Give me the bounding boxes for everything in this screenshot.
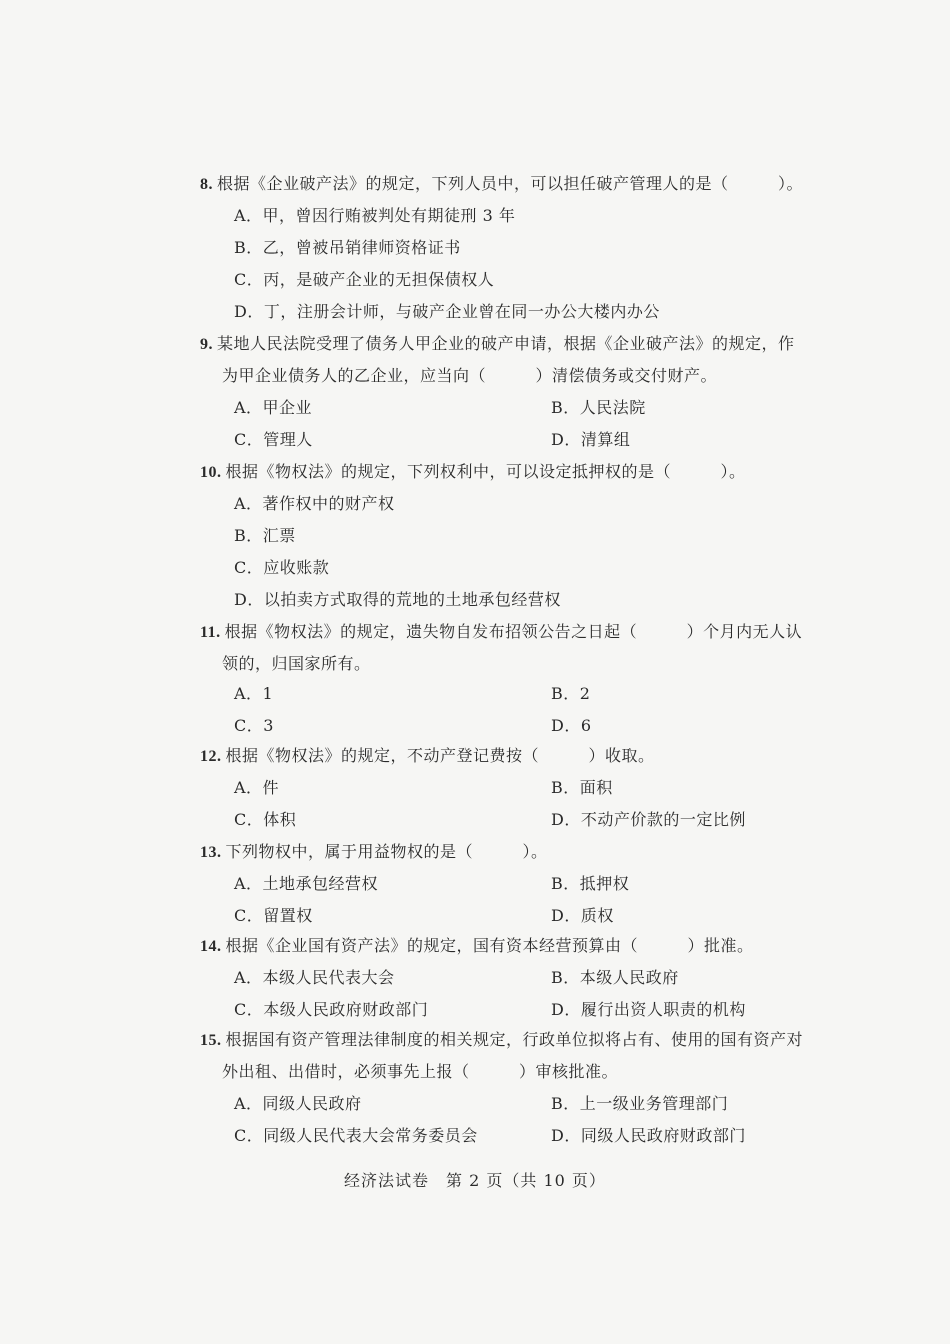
question-number: 12.	[200, 748, 222, 765]
option-b: B．汇票	[234, 526, 296, 545]
question-text-continuation: 外出租、出借时，必须事先上报（ ）审核批准。	[222, 1062, 619, 1081]
question-text-continuation: 为甲企业债务人的乙企业，应当向（ ）清偿债务或交付财产。	[222, 366, 718, 385]
question-13	[200, 842, 548, 863]
question-number: 10.	[200, 464, 222, 481]
option-c: C．3	[234, 716, 274, 735]
option-a: A．件	[234, 778, 280, 797]
option-c: C．留置权	[234, 906, 313, 925]
option-b: B．2	[551, 684, 591, 703]
question-text: 根据《物权法》的规定，遗失物自发布招领公告之日起（ ）个月内无人认	[224, 622, 803, 641]
option-c: C．体积	[234, 810, 297, 829]
option-b: B．面积	[551, 778, 613, 797]
option-a: A．甲，曾因行贿被判处有期徒刑 3 年	[234, 206, 516, 225]
option-d: D．6	[551, 716, 592, 735]
option-a: A．1	[234, 684, 274, 703]
page-footer: 经济法试卷 第 2 页（共 10 页）	[344, 1171, 606, 1190]
question-text: 根据《企业国有资产法》的规定，国有资本经营预算由（ ）批准。	[225, 936, 754, 955]
option-d: D．不动产价款的一定比例	[551, 810, 746, 829]
option-a: A．本级人民代表大会	[234, 968, 395, 987]
question-14	[200, 936, 754, 957]
question-text-continuation: 领的，归国家所有。	[222, 654, 371, 673]
option-a: A．土地承包经营权	[234, 874, 379, 893]
question-number: 9.	[200, 336, 213, 353]
question-9	[200, 334, 795, 355]
option-b: B．本级人民政府	[551, 968, 679, 987]
option-d: D．履行出资人职责的机构	[551, 1000, 746, 1019]
option-a: A．著作权中的财产权	[234, 494, 395, 513]
question-text: 根据《物权法》的规定，下列权利中，可以设定抵押权的是（ ）。	[225, 462, 746, 481]
option-d: D．以拍卖方式取得的荒地的土地承包经营权	[234, 590, 561, 609]
question-text: 根据国有资产管理法律制度的相关规定，行政单位拟将占有、使用的国有资产对	[225, 1030, 804, 1049]
option-c: C．同级人民代表大会常务委员会	[234, 1126, 478, 1145]
option-b: B．抵押权	[551, 874, 630, 893]
question-15	[200, 1030, 803, 1051]
question-number: 8.	[200, 176, 213, 193]
option-d: D．丁，注册会计师，与破产企业曾在同一办公大楼内办公	[234, 302, 660, 321]
option-b: B．乙，曾被吊销律师资格证书	[234, 238, 461, 257]
question-number: 15.	[200, 1032, 222, 1049]
option-d: D．清算组	[551, 430, 631, 449]
question-number: 14.	[200, 938, 222, 955]
question-number: 11.	[200, 624, 221, 641]
question-8	[200, 174, 803, 195]
question-text: 根据《企业破产法》的规定，下列人员中，可以担任破产管理人的是（ ）。	[217, 174, 804, 193]
option-d: D．同级人民政府财政部门	[551, 1126, 746, 1145]
option-b: B．上一级业务管理部门	[551, 1094, 729, 1113]
question-text: 某地人民法院受理了债务人甲企业的破产申请，根据《企业破产法》的规定，作	[217, 334, 795, 353]
option-c: C．本级人民政府财政部门	[234, 1000, 429, 1019]
option-c: C．管理人	[234, 430, 313, 449]
option-a: A．同级人民政府	[234, 1094, 362, 1113]
question-text: 根据《物权法》的规定，不动产登记费按（ ）收取。	[225, 746, 655, 765]
option-c: C．应收账款	[234, 558, 330, 577]
question-number: 13.	[200, 844, 222, 861]
question-12	[200, 746, 655, 767]
option-b: B．人民法院	[551, 398, 646, 417]
option-a: A．甲企业	[234, 398, 313, 417]
question-text: 下列物权中，属于用益物权的是（ ）。	[225, 842, 548, 861]
question-11	[200, 622, 802, 643]
question-10	[200, 462, 746, 483]
option-c: C．丙，是破产企业的无担保债权人	[234, 270, 495, 289]
option-d: D．质权	[551, 906, 614, 925]
